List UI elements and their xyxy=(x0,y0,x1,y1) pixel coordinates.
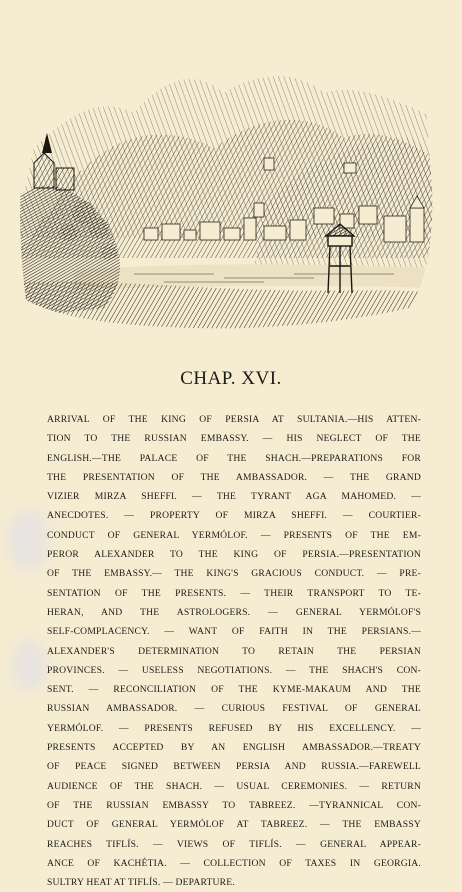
summary-line: RUSSIAN AMBASSADOR. — CURIOUS FESTIVAL OF GENERAL xyxy=(47,703,421,715)
paper-stain xyxy=(12,640,46,690)
summary-line: VIZIER MIRZA SHEFFI. — THE TYRANT AGA MAHOMED. — xyxy=(47,491,421,503)
summary-line: THE PRESENTATION OF THE AMBASSADOR. — THE GRAND xyxy=(47,471,421,483)
paper-stain xyxy=(8,510,48,570)
summary-line: HERAN, AND THE ASTROLOGERS. — GENERAL YERMÓLOF'S xyxy=(47,606,421,618)
summary-line: SELF-COMPLACENCY. — WANT OF FAITH IN THE PERSIANS.— xyxy=(47,626,421,638)
chapter-heading: CHAP. XVI. xyxy=(180,368,282,389)
summary-line: AUDIENCE OF THE SHACH. — USUAL CEREMONIES. — RETURN xyxy=(47,780,421,792)
summary-line: PRESENTS ACCEPTED BY AN ENGLISH AMBASSADOR.—TREATY xyxy=(47,742,421,754)
summary-line: PROVINCES. — USELESS NEGOTIATIONS. — THE SHACH'S CON- xyxy=(47,664,421,676)
summary-line: SENT. — RECONCILIATION OF THE KYME-MAKAUM AND THE xyxy=(47,684,421,696)
summary-line: PEROR ALEXANDER TO THE KING OF PERSIA.—PRESENTATION xyxy=(47,549,421,561)
summary-line: ALEXANDER'S DETERMINATION TO RETAIN THE PERSIAN xyxy=(47,645,421,657)
summary-line: ANECDOTES. — PROPERTY OF MIRZA SHEFFI. — COURTIER- xyxy=(47,510,421,522)
summary-line: REACHES TIFLÍS. — VIEWS OF TIFLÍS. — GENERAL APPEAR- xyxy=(47,838,421,850)
summary-line: YERMÓLOF. — PRESENTS REFUSED BY HIS EXCELLENCY. — xyxy=(47,722,421,734)
summary-line: OF PEACE SIGNED BETWEEN PERSIA AND RUSSIA.—FAREWELL xyxy=(47,761,421,773)
summary-line: ANCE OF KACHÉTIA. — COLLECTION OF TAXES IN GEORGIA. xyxy=(47,857,421,869)
summary-line: TION TO THE RUSSIAN EMBASSY. — HIS NEGLECT OF THE xyxy=(47,433,421,445)
summary-line: CONDUCT OF GENERAL YERMÓLOF. — PRESENTS OF THE EM- xyxy=(47,529,421,541)
summary-line: OF THE EMBASSY.— THE KING'S GRACIOUS CONDUCT. — PRE- xyxy=(47,568,421,580)
engraved-vignette xyxy=(14,38,434,338)
summary-line: ENGLISH.—THE PALACE OF THE SHACH.—PREPARATIONS FOR xyxy=(47,452,421,464)
summary-line: DUCT OF GENERAL YERMÓLOF AT TABREEZ. — THE EMBASSY xyxy=(47,819,421,831)
chapter-summary xyxy=(47,410,421,892)
summary-line: SULTRY HEAT AT TIFLÍS. — DEPARTURE. xyxy=(47,877,235,889)
summary-line: SENTATION OF THE PRESENTS. — THEIR TRANSPORT TO TE- xyxy=(47,587,421,599)
summary-line: ARRIVAL OF THE KING OF PERSIA AT SULTANIA.—HIS ATTEN- xyxy=(47,414,421,425)
summary-line: OF THE RUSSIAN EMBASSY TO TABREEZ. —TYRANNICAL CON- xyxy=(47,799,421,811)
